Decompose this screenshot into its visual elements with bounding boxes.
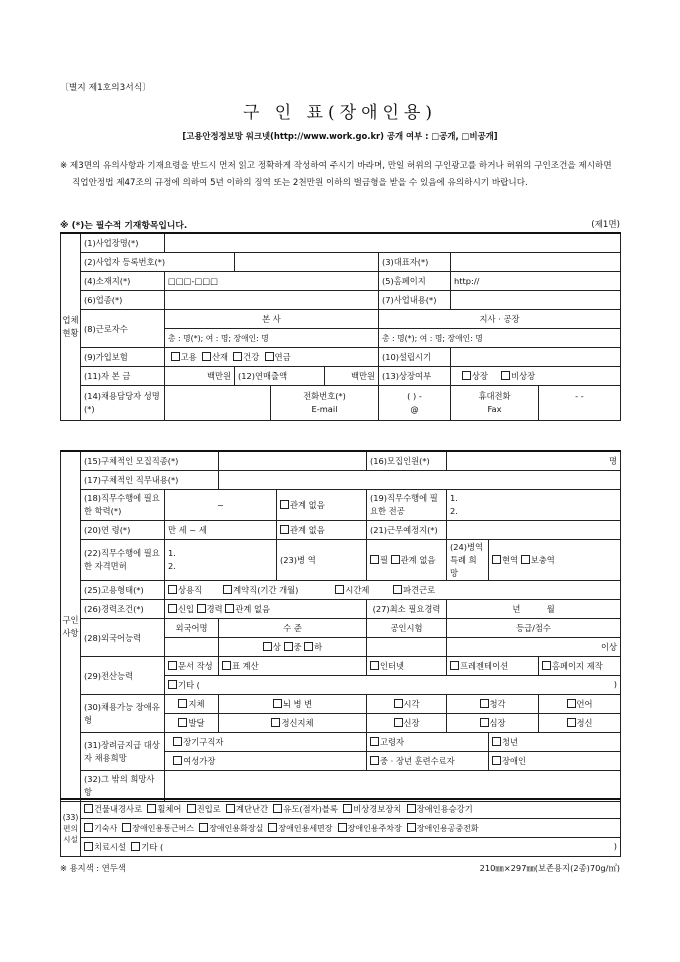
newcomer-label: 신입 [178,604,195,614]
person-unit: 명 [434,333,443,343]
military-done-checkbox[interactable] [370,555,379,564]
capital-field[interactable] [165,367,235,386]
label-insurance: (9)가입보험 [81,348,165,367]
label-address: (4)소재지(*) [81,272,165,291]
revenue-unit: 백만원 [350,371,375,381]
pc-other [165,676,621,695]
experience-options [165,600,367,619]
education-na-checkbox[interactable] [280,500,289,509]
label-business-content: (7)사업내용(*) [379,291,451,310]
business-number-field[interactable] [235,253,379,272]
min-experience-field[interactable] [447,600,621,619]
facilities-row-3 [81,838,621,857]
license-2: 2. [168,561,176,571]
supplementary-label: 보충역 [530,555,555,565]
label-homepage: (5)홈페이지 [379,272,451,291]
employment-type-options [165,581,621,600]
paper-color-note: ※ 용지색 : 연두색 [60,863,126,873]
insurance-options [165,348,379,367]
label-headcount: (16)모집인원(*) [367,451,447,471]
dispatch-checkbox[interactable] [393,585,402,594]
level-mid-checkbox[interactable] [284,642,293,651]
dis-speech [539,695,621,714]
age-field[interactable] [165,521,277,540]
fac-elevator-label: 장애인용승강기 [416,804,473,814]
label-industry: (6)업종(*) [81,291,165,310]
experienced-label: 경력 [206,604,223,614]
label-hr-contact: (14)채용담당자 성명(*) [81,386,165,421]
other-wishes-field[interactable] [165,771,621,802]
persons-unit: 명(*) [183,333,201,343]
branch-label: 지사 · 공장 [379,310,621,329]
fac-braille-checkbox[interactable] [273,804,282,813]
phone-format: ( ) - [407,391,422,401]
facilities-row-1 [81,799,621,819]
lang-grade-header: 등급/점수 [447,619,621,638]
lang-level-header: 수 준 [219,619,367,638]
dis-limb [165,695,219,714]
phone-email-field[interactable] [379,386,451,421]
sub-trainee [367,752,489,771]
postal-code-boxes: □□□-□□□ [168,276,219,286]
fac-toilet-checkbox[interactable] [199,823,208,832]
dis-mental-checkbox[interactable] [567,718,576,727]
lang-name-header: 외국어명 [165,619,219,638]
label-military-exemption: (24)병역특례 희 망 [447,540,489,581]
fac-washroom-label: 장애인용세면장 [278,823,333,833]
insurance-health-label: 건강 [243,352,260,362]
dis-limb-checkbox[interactable] [178,699,187,708]
dispatch-label: 파견근로 [403,585,436,595]
age-na-checkbox[interactable] [280,525,289,534]
paper-size-note: 210㎜×297㎜(보존용지(2종)70g/㎡) [479,863,620,873]
license-field[interactable] [165,540,277,581]
fac-washroom-checkbox[interactable] [268,823,277,832]
education-na [277,490,367,521]
label-employment-type: (25)고용형태(*) [81,581,165,600]
contract-checkbox[interactable] [223,585,232,594]
dis-brain-label: 뇌 병 변 [282,699,313,709]
fac-treatment-checkbox[interactable] [84,842,93,851]
fac-parking-checkbox[interactable] [338,823,347,832]
dis-mental-label: 정신 [576,718,593,728]
fac-entry-checkbox[interactable] [187,804,196,813]
pc-doc [165,657,219,676]
permanent-checkbox[interactable] [168,585,177,594]
label-listed: (13)상장여부 [379,367,451,386]
established-field[interactable] [451,348,621,367]
dis-kidney-checkbox[interactable] [394,718,403,727]
year-unit: 년 [512,604,521,614]
label-license: (22)직무수행에 필요한 자격면허 [81,540,165,581]
head-office-label: 본 사 [165,310,379,329]
fac-wheelchair-checkbox[interactable] [147,804,156,813]
fac-dorm-label: 기숙사 [94,823,118,833]
label-business-number: (2)사업자 등록번호(*) [81,253,235,272]
fac-wheelchair-label: 휠체어 [157,804,182,814]
listed-checkbox[interactable] [462,371,471,380]
dis-visual-checkbox[interactable] [394,699,403,708]
lang-cert-field[interactable] [367,638,447,657]
sub-trainee-checkbox[interactable] [370,756,379,765]
persons-unit: 명(*) [397,333,415,343]
facilities-table [60,798,621,857]
education-na-label: 관계 없음 [290,500,325,510]
insurance-accident-checkbox[interactable] [202,352,211,361]
dis-brain [219,695,367,714]
label-major: (19)직무수행에 필요한 전공 [367,490,447,521]
fac-ramp-label: 건물내경사로 [94,804,143,814]
pc-internet-label: 인터넷 [380,661,405,671]
dis-hearing-checkbox[interactable] [480,699,489,708]
capital-unit: 백만원 [206,371,231,381]
sub-female-head-checkbox[interactable] [173,756,182,765]
fac-elevator-checkbox[interactable] [407,804,416,813]
experience-na-checkbox[interactable] [225,604,234,613]
label-revenue: (12)연매출액 [235,367,325,386]
sub-elderly [367,733,489,752]
mobile-format: - - [575,391,584,401]
label-workplace: (21)근무예정지(*) [367,521,447,540]
military-done-label: 필 [380,555,389,565]
sub-disabled-checkbox[interactable] [492,756,501,765]
company-table [60,232,621,421]
fac-alarm-checkbox[interactable] [343,804,352,813]
fac-phone-checkbox[interactable] [407,823,416,832]
age-na-label: 관계 없음 [290,525,325,535]
dis-development-label: 발달 [188,718,205,728]
fac-braille-label: 유도(점자)블록 [283,804,338,814]
pc-internet [367,657,447,676]
revenue-field[interactable] [325,367,379,386]
label-disability-type: (30)채용가능 장애유형 [81,695,165,733]
fac-handrail-label: 계단난간 [236,804,269,814]
label-subsidy: (31)장려금지급 대상자 채용희망 [81,733,165,771]
military-na-checkbox[interactable] [391,555,400,564]
address-field[interactable] [165,272,379,291]
pc-sheet [219,657,367,676]
major-2: 2. [450,506,458,516]
homepage-prefix: http:// [454,276,480,286]
dis-hearing-label: 청각 [489,699,506,709]
military-exemption-options [489,540,621,581]
sub-youth-label: 청년 [502,737,519,747]
person-unit-2: 명 [475,333,483,343]
required-note: ※ (*)는 필수적 기재항목입니다. [60,221,188,231]
major-field[interactable] [447,490,621,521]
experienced-checkbox[interactable] [197,604,206,613]
job-content-field[interactable] [219,471,621,490]
pc-presentation-label: 프레젠테이션 [460,661,509,671]
sub-female-head-label: 여성가장 [183,756,216,766]
notice-text: ※ 제3면의 유의사항과 기재요령을 반드시 먼저 읽고 정확하게 작성하여 주시기 바라며, 만일 허위의 구인광고를 하거나 허위의 구인조건을 제시하면 직업안정법 제47조의 규정에 의하여 5년 이하의 징역 또는 2천만원 이하의 벌금형을 받을 수 있음에 유의하시기 바랍니다. [60,161,612,188]
fac-handrail-checkbox[interactable] [226,804,235,813]
form-reference: 〔별지 제1호의3서식〕 [60,83,152,93]
headcount-unit: 명 [609,456,618,466]
fac-bus-label: 장애인용통근버스 [132,823,195,833]
age-na [277,521,367,540]
permanent-label: 상용직 [178,585,203,595]
sub-elderly-label: 고령자 [380,737,405,747]
pc-presentation [447,657,539,676]
dis-development [165,714,219,733]
age-range: 만 세 ~ 세 [168,525,207,535]
label-experience: (26)경력조건(*) [81,600,165,619]
dis-visual [367,695,447,714]
female-label: 여 : [419,333,433,343]
dis-visual-label: 시각 [403,699,420,709]
total-label: 총 : [168,333,181,343]
facilities-row-2 [81,819,621,838]
pc-other-label: 기타 ( [178,680,200,690]
homepage-field[interactable] [451,272,621,291]
major-1: 1. [450,493,458,503]
mobile-fax-field[interactable] [539,386,621,421]
license-1: 1. [168,548,176,558]
label-other-wishes: (32)그 밖의 희망사항 [81,771,165,802]
pc-homepage-label: 홈페이지 제작 [552,661,603,671]
dis-brain-checkbox[interactable] [273,699,282,708]
listed-options [451,367,621,386]
part-time-label: 시간제 [345,585,370,595]
pc-doc-checkbox[interactable] [168,661,177,670]
sub-youth-checkbox[interactable] [492,737,501,746]
fac-other-checkbox[interactable] [131,842,140,851]
label-job-content: (17)구체적인 직무내용(*) [81,471,219,490]
sub-youth [489,733,621,752]
pc-sheet-checkbox[interactable] [222,661,231,670]
insurance-employment-checkbox[interactable] [171,352,180,361]
dis-kidney-label: 신장 [403,718,420,728]
fax-label: Fax [487,404,502,414]
total-label: 총 : [382,333,395,343]
label-age: (20)연 령(*) [81,521,165,540]
dis-speech-label: 언어 [576,699,593,709]
label-military: (23)병 역 [277,540,367,581]
label-job-category: (15)구체적인 모집직종(*) [81,451,219,471]
sub-longterm-label: 장기구직자 [183,737,224,747]
phone-label: 전화번호(*) [303,391,346,401]
sub-elderly-checkbox[interactable] [370,737,379,746]
disabled-label: 장애인: [233,333,259,343]
disabled-label: 장애인: [447,333,473,343]
pc-homepage [539,657,621,676]
email-label: E-mail [311,404,338,414]
sub-trainee-label: 중 · 장년 훈련수료자 [380,756,455,766]
military-na-label: 관계 없음 [400,555,436,565]
representative-field[interactable] [451,253,621,272]
email-at: @ [410,404,419,414]
sub-longterm [165,733,367,752]
job-category-field[interactable] [219,451,367,471]
active-duty-checkbox[interactable] [492,555,501,564]
fac-alarm-label: 비상경보장치 [353,804,402,814]
label-established: (10)설립시기 [379,348,451,367]
dis-development-checkbox[interactable] [178,718,187,727]
active-duty-label: 현역 [502,555,519,565]
fac-dorm-checkbox[interactable] [84,823,93,832]
fac-other-label: 기타 ( [141,842,164,852]
disclosure-line: [고용안정정보망 워크넷(http://www.work.go.kr) 공개 여부 : □공개, □비공개] [182,131,498,141]
dis-mental [539,714,621,733]
grade-above: 이상 [601,642,618,652]
business-content-field[interactable] [451,291,621,310]
experience-na-label: 관계 없음 [235,604,271,614]
dis-intellectual-checkbox[interactable] [271,718,280,727]
mobile-label: 휴대전화 [478,391,511,401]
female-label: 여 : [205,333,219,343]
fac-phone-label: 장애인용공중전화 [416,823,479,833]
education-tilde: ~ [217,500,224,510]
sub-disabled [489,752,621,771]
level-high-checkbox[interactable] [263,642,272,651]
label-capital: (11)자 본 금 [81,367,165,386]
lang-grade-field[interactable] [447,638,621,657]
insurance-health-checkbox[interactable] [233,352,242,361]
dis-heart [447,714,539,733]
fac-entry-label: 진입로 [196,804,221,814]
dis-speech-checkbox[interactable] [567,699,576,708]
facilities-section-label: (33)편의시설 [61,799,81,857]
lang-cert-header: 공인시험 [367,619,447,638]
sub-female-head [165,752,367,771]
branch-counts[interactable]: 총 : 명(*); 여 : 명; 장애인: 명 [379,329,621,348]
label-company-name: (1)사업장명(*) [81,233,165,253]
insurance-pension-label: 연금 [274,352,291,362]
listed-label: 상장 [471,371,488,381]
dis-intellectual-label: 정신지체 [281,718,314,728]
hr-contact-field[interactable] [165,386,271,421]
pc-other-close: ) [613,679,618,689]
insurance-accident-label: 산재 [211,352,228,362]
unlisted-checkbox[interactable] [501,371,510,380]
education-field[interactable] [165,490,277,521]
dis-intellectual [219,714,367,733]
lang-name-field[interactable] [165,638,219,657]
fac-treatment-label: 치료시설 [94,842,127,852]
recruit-section-label: 구인사항 [61,451,81,802]
pc-other-checkbox[interactable] [168,680,177,689]
person-unit-2: 명 [261,333,269,343]
recruit-table [60,450,621,802]
pc-sheet-label: 표 계산 [232,661,259,671]
military-options [367,540,447,581]
dis-hearing [447,695,539,714]
label-employees: (8)근로자수 [81,310,165,348]
month-unit: 월 [546,604,555,614]
dis-heart-checkbox[interactable] [480,718,489,727]
pc-homepage-checkbox[interactable] [542,661,551,670]
supplementary-checkbox[interactable] [521,555,530,564]
level-low-checkbox[interactable] [304,642,313,651]
page-title: 구 인 표(장애인용) [242,103,438,123]
pc-internet-checkbox[interactable] [370,661,379,670]
fac-toilet-label: 장애인용화장실 [209,823,264,833]
unlisted-label: 비상장 [511,371,536,381]
dis-limb-label: 지체 [188,699,205,709]
notice [60,158,620,192]
label-phone-email [271,386,379,421]
sub-disabled-label: 장애인 [502,756,527,766]
level-mid-label: 중 [293,642,302,652]
part-time-checkbox[interactable] [335,585,344,594]
level-low-label: 하 [314,642,323,652]
dis-kidney [367,714,447,733]
label-mobile-fax [451,386,539,421]
pc-doc-label: 문서 작성 [178,661,213,671]
page-number: (제1면) [591,220,620,230]
level-high-label: 상 [272,642,281,652]
label-foreign-language: (28)외국어능력 [81,619,165,657]
company-name-field[interactable] [165,233,621,253]
person-unit: 명 [220,333,229,343]
headcount-field[interactable] [447,451,621,471]
pc-presentation-checkbox[interactable] [450,661,459,670]
industry-field[interactable] [165,291,379,310]
company-section-label: 업체현황 [61,233,81,421]
sub-longterm-checkbox[interactable] [173,737,182,746]
dis-heart-label: 심장 [489,718,506,728]
contract-label: 계약직(기간 개월) [233,585,299,595]
lang-level-options [219,638,367,657]
insurance-employment-label: 고용 [180,352,197,362]
label-min-experience: (27)최소 필요경력 [367,600,447,619]
fac-ramp-checkbox[interactable] [84,804,93,813]
fac-bus-checkbox[interactable] [122,823,131,832]
label-education: (18)직무수행에 필요한 학력(*) [81,490,165,521]
newcomer-checkbox[interactable] [168,604,177,613]
label-computer-skills: (29)전산능력 [81,657,165,695]
head-office-counts[interactable]: 총 : 명(*); 여 : 명; 장애인: 명 [165,329,379,348]
workplace-field[interactable] [447,521,621,540]
label-representative: (3)대표자(*) [379,253,451,272]
fac-other-close: ) [613,841,617,851]
fac-parking-label: 장애인용주차장 [347,823,402,833]
insurance-pension-checkbox[interactable] [265,352,274,361]
